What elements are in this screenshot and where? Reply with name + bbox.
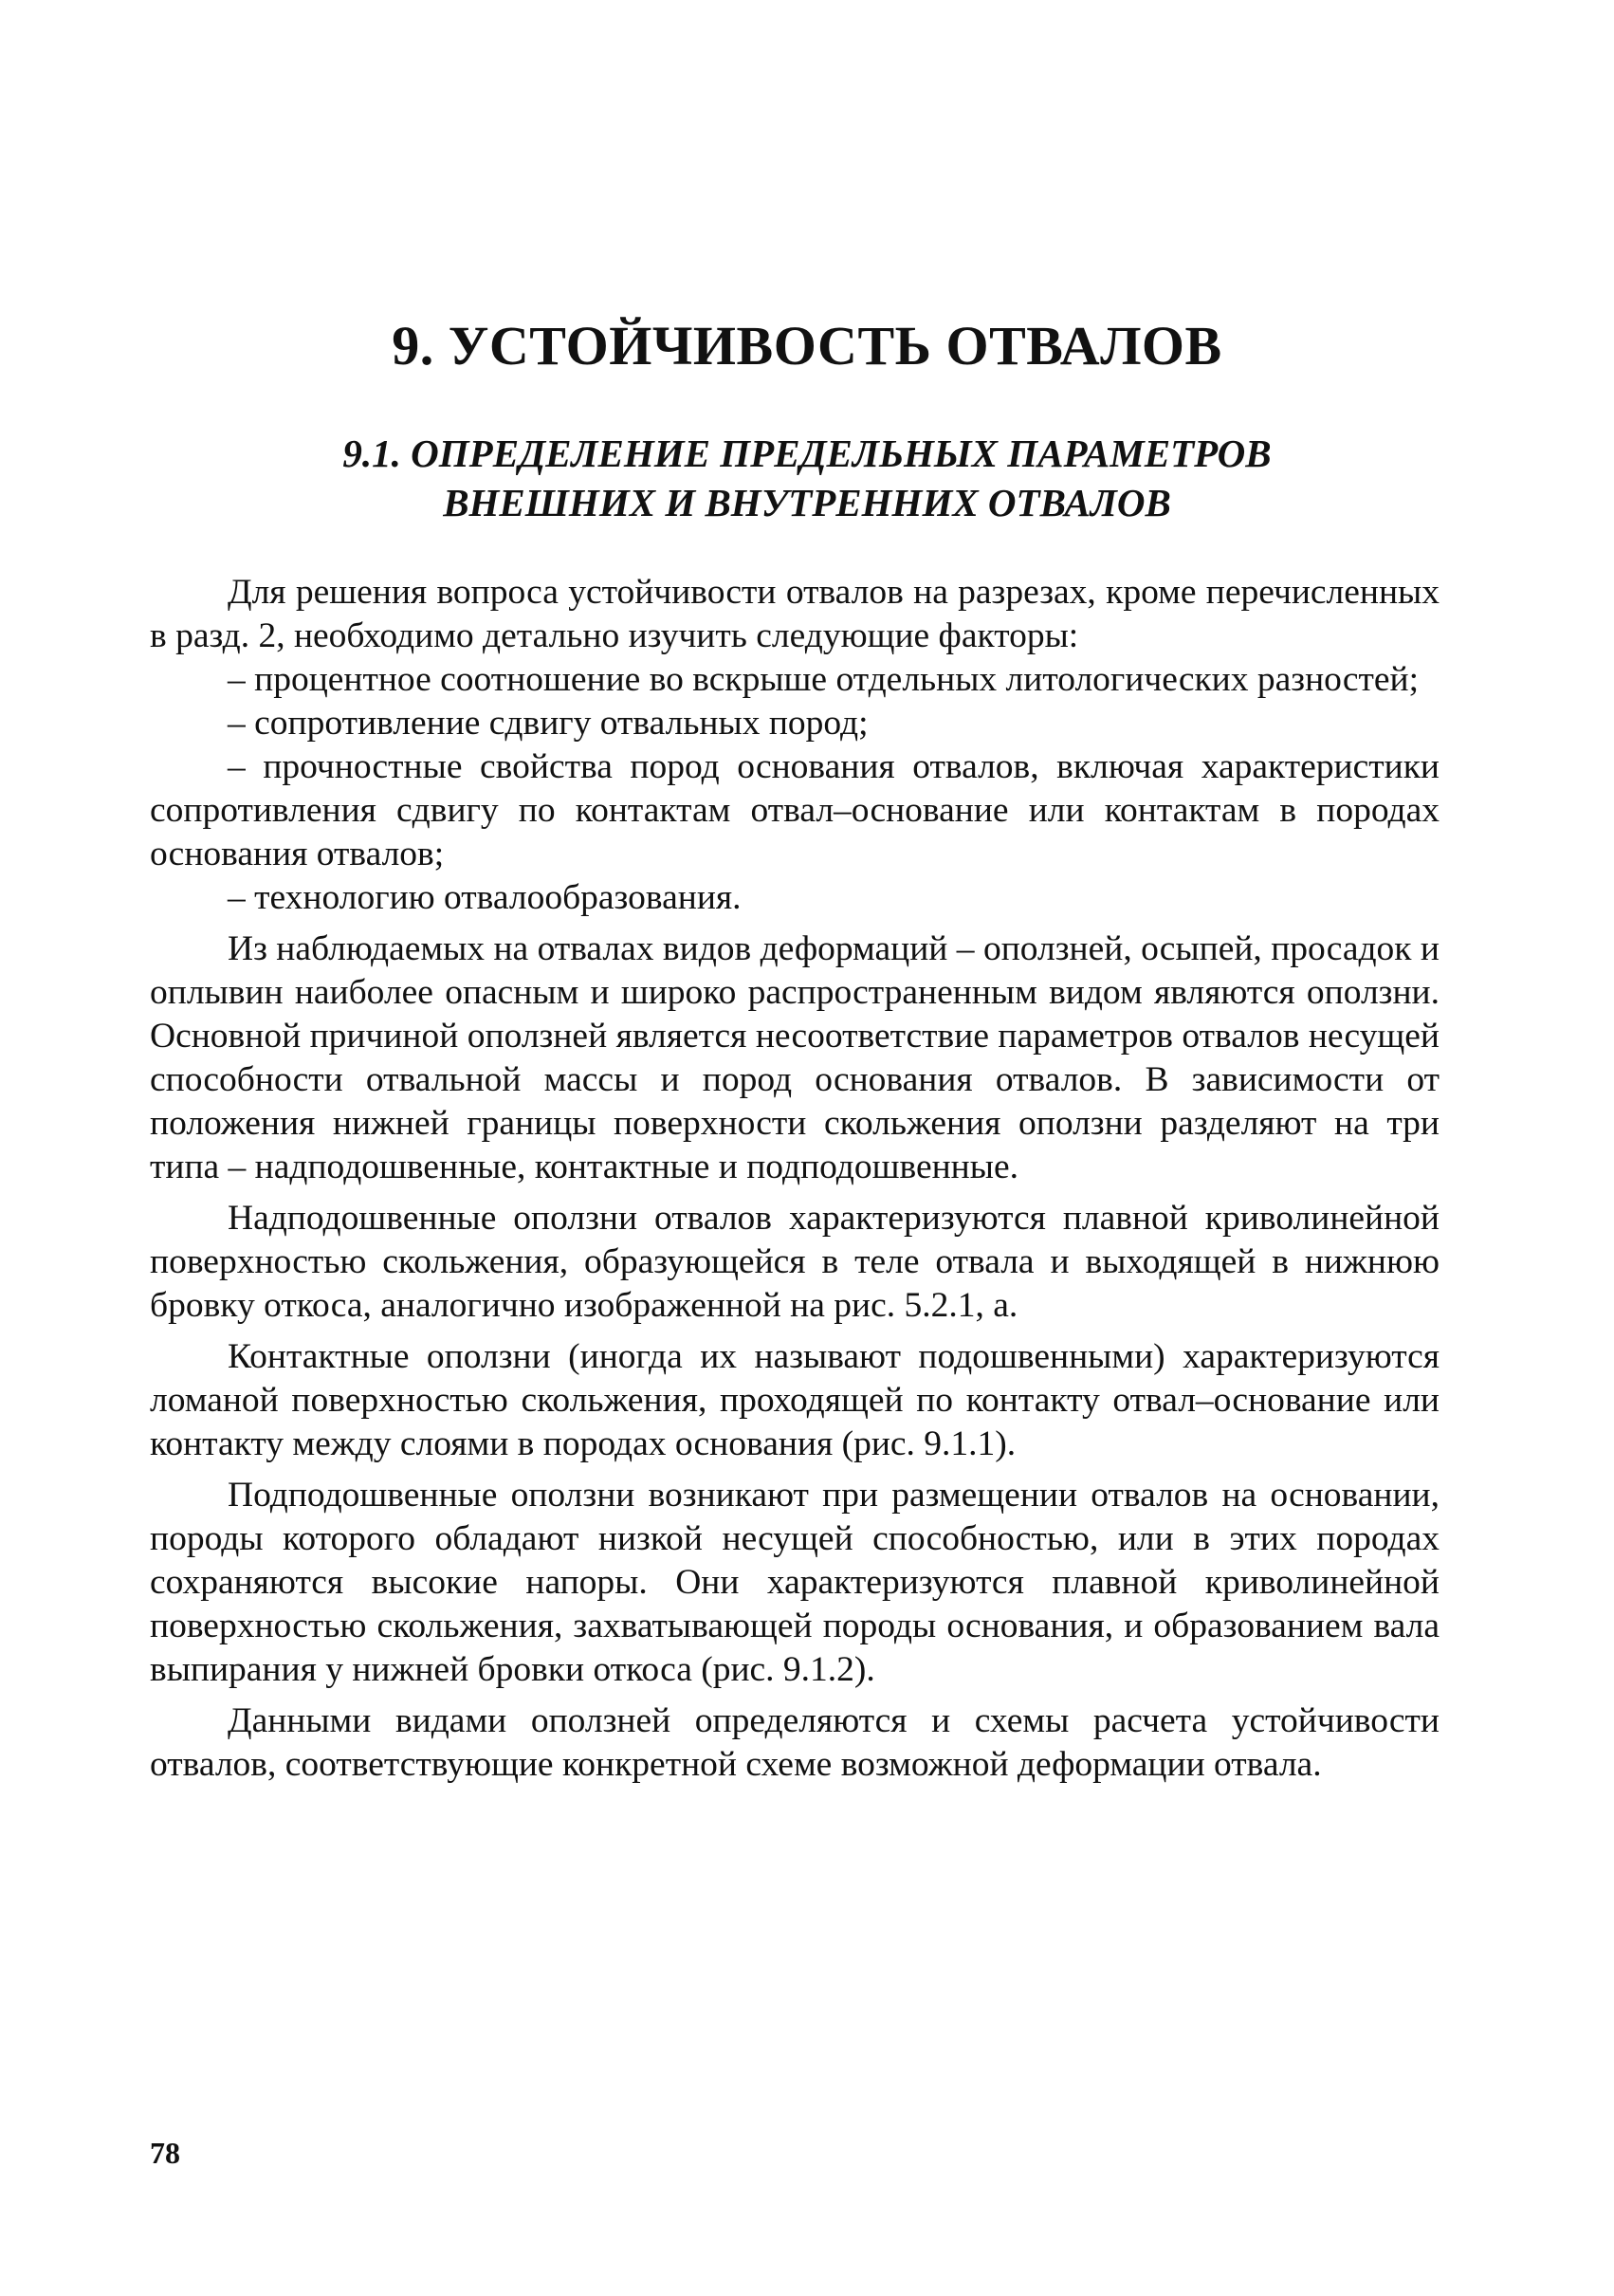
section-title-line-2: ВНЕШНИХ И ВНУТРЕННИХ ОТВАЛОВ — [443, 481, 1171, 524]
paragraph-above-base: Надподошвенные оползни отвалов характеризуются плавной криволинейной поверхностью скольжения, образующейся в теле отвала и выходящей в нижнюю бровку откоса, аналогично изображенной на рис. 5.2.1, а. — [150, 1199, 1440, 1325]
paragraph-below-base: Подподошвенные оползни возникают при размещении отвалов на основании, породы которого обладают низкой несущей способностью, или в этих породах сохраняются высокие напоры. Они характеризуются плавной криволинейной поверхностью скольжения, захватывающей породы основания, и образованием вала выпирания у нижней бровки откоса (рис. 9.1.2). — [150, 1476, 1440, 1689]
chapter-title: 9. УСТОЙЧИВОСТЬ ОТВАЛОВ — [392, 315, 1222, 377]
list-item-technology: – технологию отвалообразования. — [228, 878, 742, 917]
body-text — [150, 571, 1440, 1787]
paragraph-deformations: Из наблюдаемых на отвалах видов деформаций – оползней, осыпей, просадок и оплывин наиболее опасным и широко распространенным видом являются оползни. Основной причиной оползней является несоответствие параметров отвалов несущей способности отвальной массы и пород основания отвалов. В зависимости от положения нижней границы поверхности скольжения оползни разделяют на три типа – надподошвенные, контактные и подподошвенные. — [150, 929, 1440, 1186]
section-title-line-1: 9.1. ОПРЕДЕЛЕНИЕ ПРЕДЕЛЬНЫХ ПАРАМЕТРОВ — [342, 432, 1272, 475]
list-item-shear-resistance: – сопротивление сдвигу отвальных пород; — [228, 704, 869, 743]
paragraph-intro: Для решения вопроса устойчивости отвалов на разрезах, кроме перечисленных в разд. 2, необходимо детально изучить следующие факторы: — [150, 573, 1440, 655]
paragraph-conclusion: Данными видами оползней определяются и схемы расчета устойчивости отвалов, соответствующие конкретной схеме возможной деформации отвала. — [150, 1701, 1440, 1784]
list-item-base-strength: – прочностные свойства пород основания отвалов, включая характеристики сопротивления сдвигу по контактам отвал–основание или контактам в породах основания отвалов; — [150, 747, 1440, 873]
page-number: 78 — [150, 2136, 180, 2170]
paragraph-contact: Контактные оползни (иногда их называют подошвенными) характеризуются ломаной поверхностью скольжения, проходящей по контакту отвал–основание или контакту между слоями в породах основания (рис. 9.1.1). — [150, 1337, 1440, 1463]
list-item-lithology: – процентное соотношение во вскрыше отдельных литологических разностей; — [228, 660, 1419, 699]
section-title — [0, 429, 1614, 527]
